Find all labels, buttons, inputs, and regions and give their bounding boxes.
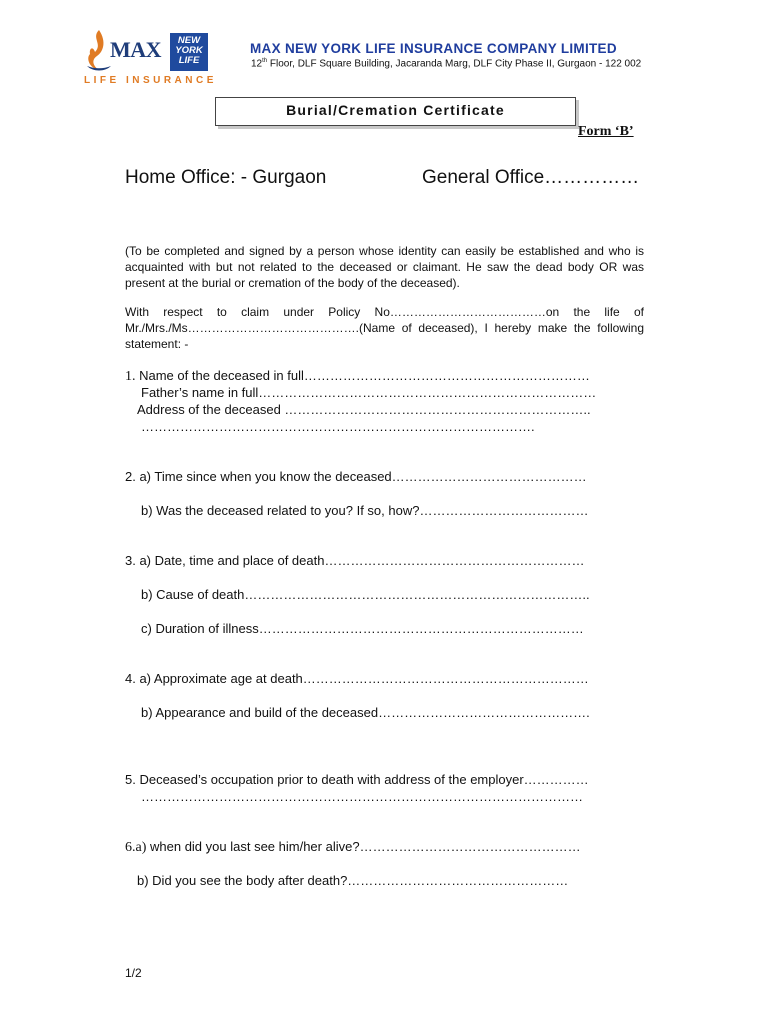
question-4a: 4. a) Approximate age at death…………………………………………………………: [125, 671, 589, 686]
question-1-name: [125, 368, 590, 385]
max-flame-logo-icon: [83, 28, 113, 72]
address-rest: Floor, DLF Square Building, Jacaranda Marg, DLF City Phase II, Gurgaon - 122 002: [267, 58, 642, 70]
instructions-paragraph: (To be completed and signed by a person whose identity can easily be established and who is acquainted with but not related to the deceased or claimant. He saw the dead body OR was present at the burial or cremation of the body of the deceased).: [125, 244, 644, 290]
question-5-continued: …………………………………………………………………………………………: [141, 789, 583, 804]
nyl-line-1: NEW: [177, 35, 201, 46]
statement-paragraph: With respect to claim under Policy No…………………………………on the life of Mr./Mrs./Ms…………………………………….(Name of deceased), I hereby make the following statement: -: [125, 305, 644, 351]
nyl-line-2: YORK: [175, 45, 203, 56]
question-1-address: Address of the deceased ……………………………………………………………..: [137, 402, 591, 417]
general-office: General Office……………: [422, 167, 640, 188]
question-6a-text: when did you last see him/her alive?……………………………………………: [146, 839, 581, 854]
address-sup: th: [262, 58, 268, 64]
company-name: MAX NEW YORK LIFE INSURANCE COMPANY LIMITED: [250, 41, 617, 56]
question-1-text: Name of the deceased in full…………………………………………………………: [135, 368, 590, 383]
question-1-number: 1.: [125, 369, 136, 384]
home-office: Home Office: - Gurgaon: [125, 167, 327, 188]
max-logo-text: MAX: [110, 37, 162, 62]
question-5: 5. Deceased’s occupation prior to death with address of the employer……………: [125, 772, 589, 787]
new-york-life-logo: [170, 33, 208, 71]
question-2b: b) Was the deceased related to you? If so, how?…………………………………: [141, 503, 589, 518]
form-label: Form ‘B’: [578, 124, 634, 139]
question-1-address-continued: ……………………………………………………………………………….: [141, 419, 535, 434]
question-4b: b) Appearance and build of the deceased………………………………………….: [141, 705, 590, 720]
page-number: 1/2: [125, 966, 142, 980]
question-1-father: Father’s name in full……………………………………………………………………: [141, 385, 597, 400]
question-6b: b) Did you see the body after death?……………………………………………: [137, 873, 569, 888]
question-6-number: 6.a): [125, 840, 147, 855]
question-6a: [125, 839, 581, 856]
life-insurance-logo-text: LIFE INSURANCE: [84, 75, 217, 86]
question-3c: c) Duration of illness…………………………………………………………………: [141, 621, 584, 636]
question-3b: b) Cause of death……………………………………………………………………..: [141, 587, 590, 602]
form-title: Burial/Cremation Certificate: [286, 102, 505, 118]
question-2a: 2. a) Time since when you know the deceased………………………………………: [125, 469, 587, 484]
question-3a: 3. a) Date, time and place of death……………………………………………………: [125, 553, 585, 568]
company-address: [251, 58, 641, 69]
nyl-line-3: LIFE: [178, 55, 200, 66]
address-prefix: 12: [251, 58, 263, 70]
